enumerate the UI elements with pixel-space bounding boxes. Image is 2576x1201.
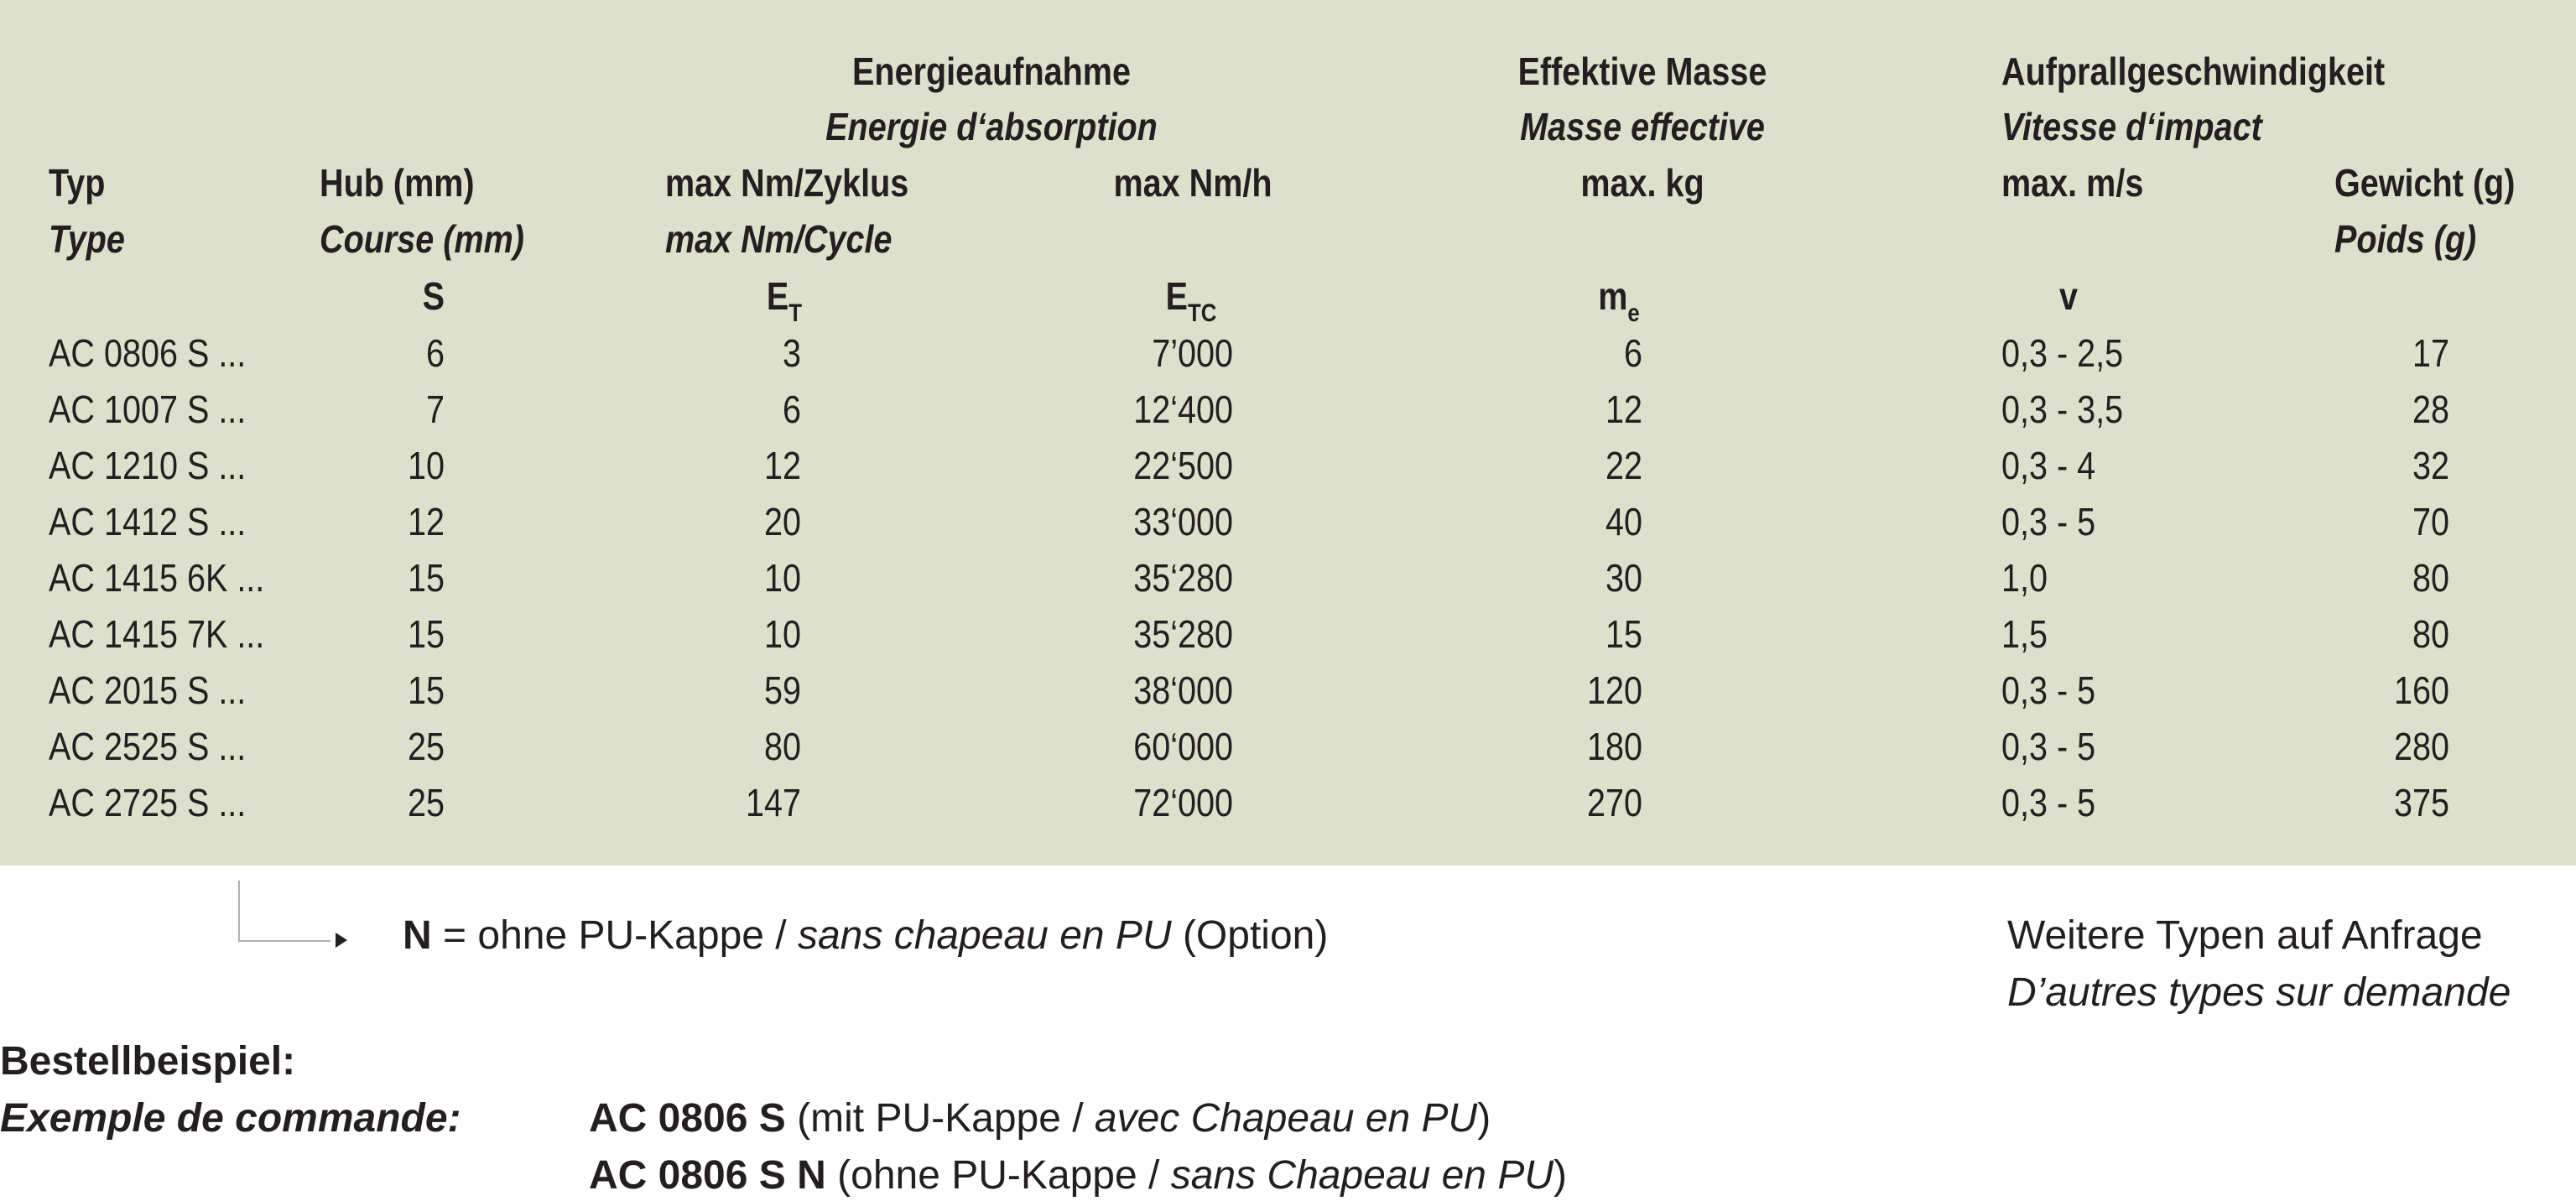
cell-mass: 120 xyxy=(1586,668,1642,712)
header-energy-cycle-de: max Nm/Zyklus xyxy=(665,161,909,205)
header-weight-de: Gewicht (g) xyxy=(2334,161,2516,205)
further-types-fr: D’autres types sur demande xyxy=(2007,970,2511,1015)
cell-energy-cycle: 10 xyxy=(763,612,801,656)
cell-mass: 40 xyxy=(1605,500,1642,543)
cell-energy-cycle: 147 xyxy=(745,781,801,824)
cell-energy-cycle: 20 xyxy=(763,500,801,543)
header-stroke-fr: Course (mm) xyxy=(320,217,524,261)
cell-energy-hour: 72‘000 xyxy=(1133,781,1233,824)
option-note: N = ohne PU-Kappe / sans chapeau en PU (Option) xyxy=(403,913,1329,958)
cell-energy-cycle: 59 xyxy=(763,668,801,712)
cell-energy-cycle: 6 xyxy=(782,387,801,431)
cell-stroke: 15 xyxy=(407,556,445,600)
cell-energy-hour: 33‘000 xyxy=(1133,500,1233,543)
cell-stroke: 10 xyxy=(407,444,445,487)
header-speed-fr: Vitesse d‘impact xyxy=(2001,105,2262,148)
cell-type: AC 1412 S ... xyxy=(49,500,247,543)
order-example-1: AC 0806 S (mit PU-Kappe / avec Chapeau en PU) xyxy=(589,1096,1491,1141)
cell-weight: 80 xyxy=(2412,612,2449,656)
header-type-fr: Type xyxy=(49,217,125,261)
symbol-stroke: S xyxy=(422,274,445,318)
cell-type: AC 1415 6K ... xyxy=(49,556,265,600)
cell-energy-cycle: 10 xyxy=(763,556,801,600)
cell-weight: 375 xyxy=(2393,781,2449,824)
order-example-2: AC 0806 S N (ohne PU-Kappe / sans Chapeau en PU) xyxy=(589,1153,1567,1198)
cell-weight: 17 xyxy=(2412,331,2449,375)
cell-type: AC 2725 S ... xyxy=(49,781,247,824)
cell-speed: 1,0 xyxy=(2001,556,2048,600)
cell-speed: 0,3 - 5 xyxy=(2001,781,2096,824)
arrow-connector-vertical xyxy=(238,881,240,941)
header-type-de: Typ xyxy=(49,161,106,205)
cell-mass: 12 xyxy=(1605,387,1642,431)
cell-weight: 70 xyxy=(2412,500,2449,543)
cell-weight: 280 xyxy=(2393,725,2449,768)
cell-mass: 15 xyxy=(1605,612,1642,656)
cell-weight: 160 xyxy=(2393,668,2449,712)
cell-speed: 0,3 - 5 xyxy=(2001,500,2096,543)
cell-energy-cycle: 80 xyxy=(763,725,801,768)
header-speed-de: Aufprallgeschwindigkeit xyxy=(2001,49,2386,93)
cell-speed: 0,3 - 4 xyxy=(2001,444,2096,487)
cell-energy-cycle: 3 xyxy=(782,331,801,375)
header-speed-unit: max. m/s xyxy=(2001,161,2144,205)
further-types-de: Weitere Typen auf Anfrage xyxy=(2007,913,2483,958)
cell-speed: 0,3 - 5 xyxy=(2001,668,2096,712)
cell-mass: 22 xyxy=(1605,444,1642,487)
symbol-mass: $m_e$ xyxy=(1598,274,1640,327)
cell-energy-hour: 60‘000 xyxy=(1133,725,1233,768)
symbol-speed: v xyxy=(2058,274,2079,318)
cell-energy-hour: 7’000 xyxy=(1152,331,1233,375)
order-example-label-de: Bestellbeispiel: xyxy=(0,1039,296,1084)
cell-weight: 28 xyxy=(2412,387,2449,431)
cell-speed: 0,3 - 5 xyxy=(2001,725,2096,768)
cell-mass: 180 xyxy=(1586,725,1642,768)
cell-energy-hour: 35‘280 xyxy=(1133,612,1233,656)
header-stroke-de: Hub (mm) xyxy=(320,161,475,205)
cell-stroke: 15 xyxy=(407,668,445,712)
cell-energy-hour: 12‘400 xyxy=(1133,387,1233,431)
cell-stroke: 7 xyxy=(425,387,445,431)
cell-weight: 80 xyxy=(2412,556,2449,600)
cell-weight: 32 xyxy=(2412,444,2449,487)
order-example-label-fr: Exemple de commande: xyxy=(0,1096,461,1141)
header-mass-fr: Masse effective xyxy=(1520,105,1765,148)
cell-speed: 0,3 - 2,5 xyxy=(2001,331,2124,375)
cell-speed: 1,5 xyxy=(2001,612,2048,656)
cell-type: AC 2525 S ... xyxy=(49,725,247,768)
cell-stroke: 25 xyxy=(407,781,445,824)
arrow-right-icon xyxy=(336,933,347,948)
cell-mass: 270 xyxy=(1586,781,1642,824)
header-energy-de: Energieaufnahme xyxy=(852,49,1131,93)
header-energy-hour: max Nm/h xyxy=(1113,161,1272,205)
cell-energy-hour: 35‘280 xyxy=(1133,556,1233,600)
cell-type: AC 1007 S ... xyxy=(49,387,247,431)
symbol-energy-cycle: $E_T$ xyxy=(766,274,803,327)
cell-mass: 6 xyxy=(1623,331,1642,375)
cell-stroke: 15 xyxy=(407,612,445,656)
cell-type: AC 1415 7K ... xyxy=(49,612,265,656)
cell-speed: 0,3 - 3,5 xyxy=(2001,387,2124,431)
cell-energy-hour: 22‘500 xyxy=(1133,444,1233,487)
header-energy-fr: Energie d‘absorption xyxy=(825,105,1158,148)
cell-energy-cycle: 12 xyxy=(763,444,801,487)
cell-type: AC 2015 S ... xyxy=(49,668,247,712)
header-energy-cycle-fr: max Nm/Cycle xyxy=(665,217,892,261)
cell-mass: 30 xyxy=(1605,556,1642,600)
cell-type: AC 0806 S ... xyxy=(49,331,247,375)
header-weight-fr: Poids (g) xyxy=(2334,217,2477,261)
cell-stroke: 25 xyxy=(407,725,445,768)
header-mass-de: Effektive Masse xyxy=(1517,49,1767,93)
symbol-energy-hour: $E_{TC}$ xyxy=(1165,274,1217,327)
cell-stroke: 6 xyxy=(425,331,445,375)
cell-stroke: 12 xyxy=(407,500,445,543)
cell-type: AC 1210 S ... xyxy=(49,444,247,487)
arrow-connector-horizontal xyxy=(238,940,330,942)
header-mass-unit: max. kg xyxy=(1580,161,1704,205)
cell-energy-hour: 38‘000 xyxy=(1133,668,1233,712)
